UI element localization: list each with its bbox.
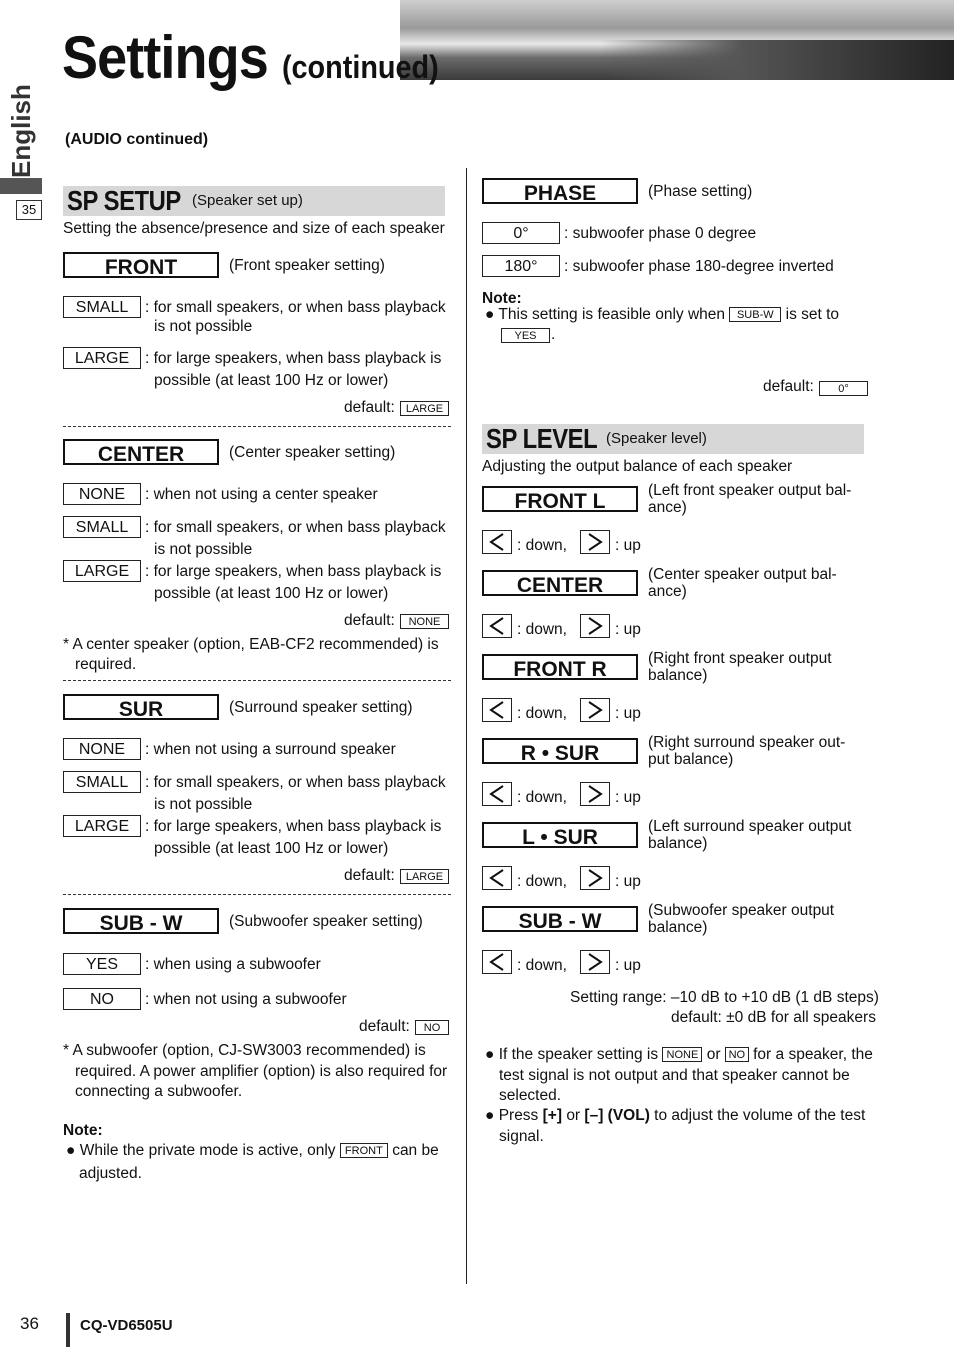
chevron-left-icon — [483, 867, 511, 889]
chevron-right-icon — [581, 615, 609, 637]
front-default-box: LARGE — [400, 401, 449, 416]
none-inline-box: NONE — [662, 1047, 702, 1062]
level-bullet-1-line2: test signal is not output and that speaker cannot be — [499, 1067, 850, 1084]
phase-note-heading: Note: — [482, 290, 522, 307]
note-heading: Note: — [63, 1122, 103, 1139]
chevron-right-icon — [581, 783, 609, 805]
center-large-text2: possible (at least 100 Hz or lower) — [154, 585, 389, 602]
sur-small-text2: is not possible — [154, 796, 253, 813]
page-number: 36 — [20, 1314, 39, 1333]
no-inline-box: NO — [725, 1047, 749, 1062]
down-arrow-button[interactable] — [482, 950, 512, 974]
up-label: : up — [615, 957, 641, 974]
column-divider — [466, 168, 467, 1284]
sur-button[interactable]: SUR — [63, 694, 219, 720]
bullet: ● — [485, 1046, 495, 1063]
model-number: CQ-VD6505U — [80, 1317, 173, 1334]
phase-0-text: : subwoofer phase 0 degree — [564, 225, 757, 242]
sur-default-box: LARGE — [400, 869, 449, 884]
phase-180-text: : subwoofer phase 180-degree inverted — [564, 258, 834, 275]
down-label: : down, — [517, 873, 567, 890]
divider — [63, 426, 451, 427]
page-title — [62, 24, 439, 97]
subw-note2: required. A power amplifier (option) is also required for — [75, 1063, 448, 1080]
subw-note3: connecting a subwoofer. — [75, 1083, 243, 1100]
up-label: : up — [615, 537, 641, 554]
sur-desc: (Surround speaker setting) — [229, 699, 413, 716]
phase-0-option[interactable]: 0° — [482, 222, 560, 244]
subw-default-box: NO — [415, 1020, 449, 1035]
b2-or: or — [566, 1107, 581, 1124]
bullet: ● — [485, 1107, 495, 1124]
center-button[interactable]: CENTER — [63, 439, 219, 465]
sp-setup-title: SP SETUP — [67, 185, 181, 216]
b1-or: or — [706, 1046, 721, 1063]
level-item-desc2: ance) — [648, 499, 687, 516]
front-default-label: default: — [344, 399, 395, 416]
level-bullet-1 — [485, 1044, 873, 1065]
sur-small-text: : for small speakers, or when bass playback — [145, 774, 446, 791]
sp-level-title: SP LEVEL — [486, 423, 598, 454]
down-arrow-button[interactable] — [482, 782, 512, 806]
level-bullet-2 — [485, 1105, 865, 1126]
level-item-button[interactable]: FRONT L — [482, 486, 638, 512]
sur-none-text: : when not using a surround speaker — [145, 741, 396, 758]
subw-yes-option[interactable]: YES — [63, 953, 141, 975]
b2-post: to adjust the volume of the test — [654, 1107, 866, 1124]
center-large-text: : for large speakers, when bass playback is — [145, 563, 442, 580]
level-bullet-2-line2: signal. — [499, 1128, 544, 1145]
level-item-desc2: balance) — [648, 667, 708, 684]
b2-text: Press — [498, 1107, 539, 1124]
up-label: : up — [615, 789, 641, 806]
chevron-right-icon — [581, 951, 609, 973]
subw-desc: (Subwoofer speaker setting) — [229, 913, 423, 930]
up-arrow-button[interactable] — [580, 782, 610, 806]
level-item-desc: (Left front speaker output bal- — [648, 482, 852, 499]
sur-default-label: default: — [344, 867, 395, 884]
chevron-left-icon — [483, 531, 511, 553]
bullet: ● — [66, 1142, 76, 1159]
center-note2: required. — [75, 656, 137, 673]
down-label: : down, — [517, 537, 567, 554]
footer-bar — [66, 1313, 70, 1347]
subw-note: * A subwoofer (option, CJ-SW3003 recommended) is — [63, 1042, 426, 1059]
front-small-text2: is not possible — [154, 318, 253, 335]
note-text-post: can be — [392, 1142, 439, 1159]
center-small-text2: is not possible — [154, 541, 253, 558]
sp-level-subtitle: (Speaker level) — [606, 430, 707, 447]
audio-continued-heading: (AUDIO continued) — [65, 131, 209, 148]
center-none-text: : when not using a center speaker — [145, 486, 378, 503]
b1-post: for a speaker, the — [753, 1046, 873, 1063]
chevron-right-icon — [581, 531, 609, 553]
subw-no-text: : when not using a subwoofer — [145, 991, 347, 1008]
down-arrow-button[interactable] — [482, 866, 512, 890]
level-item-desc2: balance) — [648, 919, 708, 936]
down-arrow-button[interactable] — [482, 698, 512, 722]
center-note: * A center speaker (option, EAB-CF2 recommended) is — [63, 636, 439, 653]
setting-range: Setting range: –10 dB to +10 dB (1 dB steps) — [570, 989, 879, 1006]
chevron-left-icon — [483, 783, 511, 805]
chevron-left-icon — [483, 951, 511, 973]
down-arrow-button[interactable] — [482, 530, 512, 554]
phase-default-label: default: — [763, 378, 814, 395]
divider — [63, 680, 451, 681]
level-bullet-1-line3: selected. — [499, 1087, 562, 1104]
divider — [63, 894, 451, 895]
sur-large-option[interactable]: LARGE — [63, 815, 141, 837]
private-mode-note2: adjusted. — [79, 1165, 142, 1182]
subw-no-option[interactable]: NO — [63, 988, 141, 1010]
front-small-text: : for small speakers, or when bass playback — [145, 299, 446, 316]
section-page-box: 35 — [16, 200, 42, 220]
language-tab-bar — [0, 178, 42, 194]
minus-vol-key-label: [–] (VOL) — [584, 1107, 650, 1124]
level-default: default: ±0 dB for all speakers — [671, 1009, 876, 1026]
sur-large-text: : for large speakers, when bass playback is — [145, 818, 442, 835]
private-mode-note — [66, 1140, 439, 1161]
level-item-button[interactable]: L • SUR — [482, 822, 638, 848]
up-arrow-button[interactable] — [580, 530, 610, 554]
up-arrow-button[interactable] — [580, 698, 610, 722]
center-large-option[interactable]: LARGE — [63, 560, 141, 582]
front-large-option[interactable]: LARGE — [63, 347, 141, 369]
yes-inline-box: YES — [501, 328, 550, 343]
level-item-desc: (Right front speaker output — [648, 650, 832, 667]
level-item-button[interactable]: FRONT R — [482, 654, 638, 680]
phase-button[interactable]: PHASE — [482, 178, 638, 204]
up-label: : up — [615, 705, 641, 722]
note-text: While the private mode is active, only — [79, 1142, 336, 1159]
front-small-option[interactable]: SMALL — [63, 296, 141, 318]
level-item-desc: (Left surround speaker output — [648, 818, 852, 835]
up-arrow-button[interactable] — [580, 614, 610, 638]
sur-small-option[interactable]: SMALL — [63, 771, 141, 793]
sur-none-option[interactable]: NONE — [63, 738, 141, 760]
front-button[interactable]: FRONT — [63, 252, 219, 278]
level-item-button[interactable]: CENTER — [482, 570, 638, 596]
level-item-desc: (Center speaker output bal- — [648, 566, 837, 583]
sp-level-description: Adjusting the output balance of each speaker — [482, 458, 793, 475]
subw-inline-box: SUB-W — [729, 307, 781, 322]
down-label: : down, — [517, 705, 567, 722]
title-suffix: (continued) — [281, 49, 439, 85]
level-item-desc: (Subwoofer speaker output — [648, 902, 835, 919]
level-item-button[interactable]: SUB - W — [482, 906, 638, 932]
phase-note-end: . — [551, 326, 556, 343]
down-label: : down, — [517, 957, 567, 974]
up-label: : up — [615, 621, 641, 638]
level-item-desc2: balance) — [648, 835, 708, 852]
subw-yes-text: : when using a subwoofer — [145, 956, 321, 973]
up-label: : up — [615, 873, 641, 890]
center-small-option[interactable]: SMALL — [63, 516, 141, 538]
header-road-shade — [600, 40, 954, 80]
sp-setup-description: Setting the absence/presence and size of each speaker — [63, 220, 445, 237]
level-item-desc: (Right surround speaker out- — [648, 734, 846, 751]
phase-default-box: 0° — [819, 381, 868, 396]
center-none-option[interactable]: NONE — [63, 483, 141, 505]
chevron-right-icon — [581, 699, 609, 721]
chevron-left-icon — [483, 615, 511, 637]
bullet: ● — [485, 306, 495, 323]
phase-180-option[interactable]: 180° — [482, 255, 560, 277]
level-item-desc2: put balance) — [648, 751, 734, 768]
subw-button[interactable]: SUB - W — [63, 908, 219, 934]
title-main: Settings — [62, 24, 268, 91]
level-item-button[interactable]: R • SUR — [482, 738, 638, 764]
sur-large-text2: possible (at least 100 Hz or lower) — [154, 840, 389, 857]
level-item-desc2: ance) — [648, 583, 687, 600]
down-arrow-button[interactable] — [482, 614, 512, 638]
down-label: : down, — [517, 621, 567, 638]
phase-desc: (Phase setting) — [648, 183, 753, 200]
front-large-text: : for large speakers, when bass playback is — [145, 350, 442, 367]
center-default-box: NONE — [400, 614, 449, 629]
subw-default-label: default: — [359, 1018, 410, 1035]
up-arrow-button[interactable] — [580, 866, 610, 890]
center-desc: (Center speaker setting) — [229, 444, 396, 461]
up-arrow-button[interactable] — [580, 950, 610, 974]
phase-note — [485, 304, 839, 325]
center-small-text: : for small speakers, or when bass playback — [145, 519, 446, 536]
phase-note-post: is set to — [785, 306, 840, 323]
center-default-label: default: — [344, 612, 395, 629]
phase-note-text: This setting is feasible only when — [498, 306, 725, 323]
sp-setup-subtitle: (Speaker set up) — [192, 192, 303, 209]
down-label: : down, — [517, 789, 567, 806]
b1-text: If the speaker setting is — [498, 1046, 659, 1063]
language-tab: English — [6, 84, 36, 178]
front-inline-box: FRONT — [340, 1143, 388, 1158]
chevron-left-icon — [483, 699, 511, 721]
plus-key-label: [+] — [542, 1107, 562, 1124]
front-desc: (Front speaker setting) — [229, 257, 385, 274]
front-large-text2: possible (at least 100 Hz or lower) — [154, 372, 389, 389]
chevron-right-icon — [581, 867, 609, 889]
